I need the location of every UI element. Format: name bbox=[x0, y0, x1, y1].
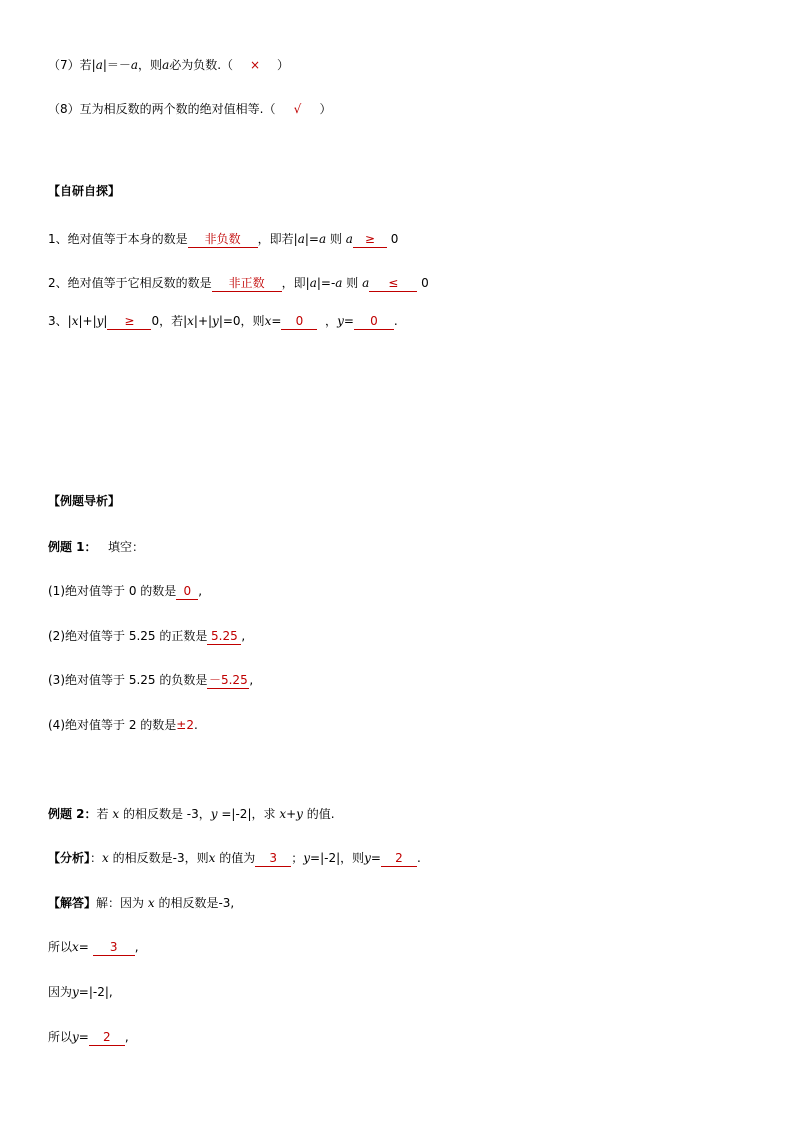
text: 0，若| bbox=[151, 314, 188, 328]
var-y: y bbox=[210, 807, 218, 821]
text: ） bbox=[277, 58, 290, 72]
var-a: a bbox=[130, 58, 139, 72]
text: = bbox=[78, 1030, 89, 1044]
var-x: x bbox=[208, 851, 216, 865]
text: =|-2|，则 bbox=[310, 851, 365, 865]
text: 若 bbox=[96, 807, 109, 821]
text: 所以 bbox=[48, 940, 73, 954]
answer-text: ±2 bbox=[176, 718, 194, 732]
text: = bbox=[78, 940, 89, 954]
var-a: a bbox=[335, 276, 343, 290]
text: 0 bbox=[421, 276, 429, 290]
answer-blank: 0 bbox=[176, 584, 198, 600]
answer-blank: 0 bbox=[281, 314, 317, 330]
var-a: a bbox=[362, 276, 370, 290]
var-x: x bbox=[264, 314, 272, 328]
text: ，即若| bbox=[257, 232, 298, 246]
text: 1、绝对值等于本身的数是 bbox=[48, 232, 188, 246]
text: , bbox=[241, 629, 246, 643]
var-a: a bbox=[162, 58, 170, 72]
var-y: y bbox=[303, 851, 311, 865]
text: = bbox=[271, 314, 282, 328]
var-x: x bbox=[102, 851, 109, 865]
answer-blank: 非负数 bbox=[188, 232, 258, 248]
solution-step-1 bbox=[48, 938, 139, 956]
example-1-part-3 bbox=[48, 671, 253, 689]
answer-blank: －5.25 bbox=[208, 673, 248, 687]
text: ，则 bbox=[138, 58, 163, 72]
answer-blank: ≥ bbox=[107, 314, 151, 330]
text: . bbox=[393, 314, 398, 328]
var-y: y bbox=[212, 314, 219, 328]
example-1-part-2 bbox=[48, 627, 245, 645]
text: ； bbox=[291, 851, 304, 865]
self-study-line-1 bbox=[48, 230, 398, 248]
answer-blank: 2 bbox=[89, 1030, 125, 1046]
example-1-part-1 bbox=[48, 582, 202, 600]
answer-blank: 5.25 bbox=[207, 629, 241, 645]
text: ， bbox=[325, 314, 338, 328]
text: . bbox=[193, 718, 198, 732]
text: 的相反数是-3，则 bbox=[112, 851, 209, 865]
item-8 bbox=[48, 100, 331, 118]
var-x: x bbox=[187, 314, 194, 328]
self-study-line-2 bbox=[48, 274, 429, 292]
text: |=- bbox=[316, 276, 336, 290]
text: 互为相反数的两个数的绝对值相等.（ bbox=[79, 102, 276, 116]
text: (1)绝对值等于 0 的数是 bbox=[48, 584, 177, 598]
solution-step-3 bbox=[48, 1028, 129, 1046]
example-2-solution bbox=[48, 894, 234, 912]
answer-blank: 非正数 bbox=[212, 276, 282, 292]
text: ： bbox=[90, 851, 103, 865]
answer-blank: 2 bbox=[381, 851, 417, 867]
text: , bbox=[249, 673, 254, 687]
text: . bbox=[416, 851, 421, 865]
var-a: a bbox=[309, 276, 317, 290]
text: 的值. bbox=[306, 807, 335, 821]
text: |+| bbox=[78, 314, 97, 328]
text: ） bbox=[319, 102, 332, 116]
text: = bbox=[370, 851, 381, 865]
solution-label: 【解答】 bbox=[48, 896, 97, 910]
var-y: y bbox=[96, 314, 104, 328]
text: , bbox=[124, 1030, 129, 1044]
self-study-heading: 【自研自探】 bbox=[48, 184, 121, 198]
text: 解：因为 bbox=[96, 896, 145, 910]
text: = bbox=[343, 314, 354, 328]
text: 必为负数.（ bbox=[169, 58, 234, 72]
answer-check-mark: √ bbox=[293, 102, 302, 116]
text: 2、绝对值等于它相反数的数是 bbox=[48, 276, 212, 290]
example-label: 例题 1： bbox=[48, 540, 97, 554]
var-y: y bbox=[337, 314, 344, 328]
text: 则 bbox=[346, 276, 359, 290]
text: (3)绝对值等于 5.25 的负数是 bbox=[48, 673, 208, 687]
text: 填空： bbox=[107, 540, 144, 554]
var-x: x bbox=[72, 940, 79, 954]
text: 的值为 bbox=[219, 851, 256, 865]
text: , bbox=[198, 584, 203, 598]
var-x-plus-y: x+y bbox=[279, 807, 303, 821]
item-number: （8） bbox=[48, 102, 80, 116]
var-a: a bbox=[345, 232, 353, 246]
text: (4)绝对值等于 2 的数是 bbox=[48, 718, 177, 732]
text: 若| bbox=[79, 58, 96, 72]
solution-step-2 bbox=[48, 983, 113, 1001]
text: |＝－ bbox=[102, 58, 131, 72]
answer-blank: 3 bbox=[93, 940, 135, 956]
text: 0 bbox=[390, 232, 399, 246]
text: 因为 bbox=[48, 985, 73, 999]
answer-cross-mark: × bbox=[250, 58, 261, 72]
answer-blank: ≥ bbox=[353, 232, 387, 248]
text: ，即| bbox=[281, 276, 310, 290]
example-1-part-4 bbox=[48, 716, 198, 734]
example-2-analysis bbox=[48, 849, 421, 867]
var-y: y bbox=[72, 985, 79, 999]
var-x: x bbox=[147, 896, 155, 910]
answer-blank: ≤ bbox=[369, 276, 417, 292]
text: |=0，则 bbox=[218, 314, 265, 328]
var-a: a bbox=[95, 58, 103, 72]
text: =|-2|，求 bbox=[221, 807, 276, 821]
example-label: 例题 2： bbox=[48, 807, 97, 821]
var-a: a bbox=[297, 232, 305, 246]
self-study-line-3 bbox=[48, 312, 398, 330]
text: 的相反数是 -3， bbox=[122, 807, 211, 821]
text: | bbox=[103, 314, 108, 328]
var-y: y bbox=[72, 1030, 79, 1044]
text: |+| bbox=[193, 314, 213, 328]
answer-blank: 3 bbox=[255, 851, 291, 867]
text: |= bbox=[304, 232, 319, 246]
text: 3、| bbox=[48, 314, 72, 328]
var-x: x bbox=[112, 807, 120, 821]
example-1-title bbox=[48, 538, 144, 556]
var-a: a bbox=[318, 232, 327, 246]
answer-blank: 0 bbox=[354, 314, 394, 330]
example-2-question bbox=[48, 805, 335, 823]
analysis-label: 【分析】 bbox=[48, 851, 91, 865]
text: (2)绝对值等于 5.25 的正数是 bbox=[48, 629, 208, 643]
text: 则 bbox=[329, 232, 342, 246]
text: , bbox=[134, 940, 139, 954]
text: =|-2|, bbox=[78, 985, 113, 999]
text: 的相反数是-3, bbox=[158, 896, 235, 910]
var-x: x bbox=[71, 314, 79, 328]
item-number: （7） bbox=[48, 58, 80, 72]
var-y: y bbox=[364, 851, 371, 865]
examples-heading: 【例题导析】 bbox=[48, 494, 121, 508]
item-7 bbox=[48, 56, 289, 74]
text: 所以 bbox=[48, 1030, 73, 1044]
